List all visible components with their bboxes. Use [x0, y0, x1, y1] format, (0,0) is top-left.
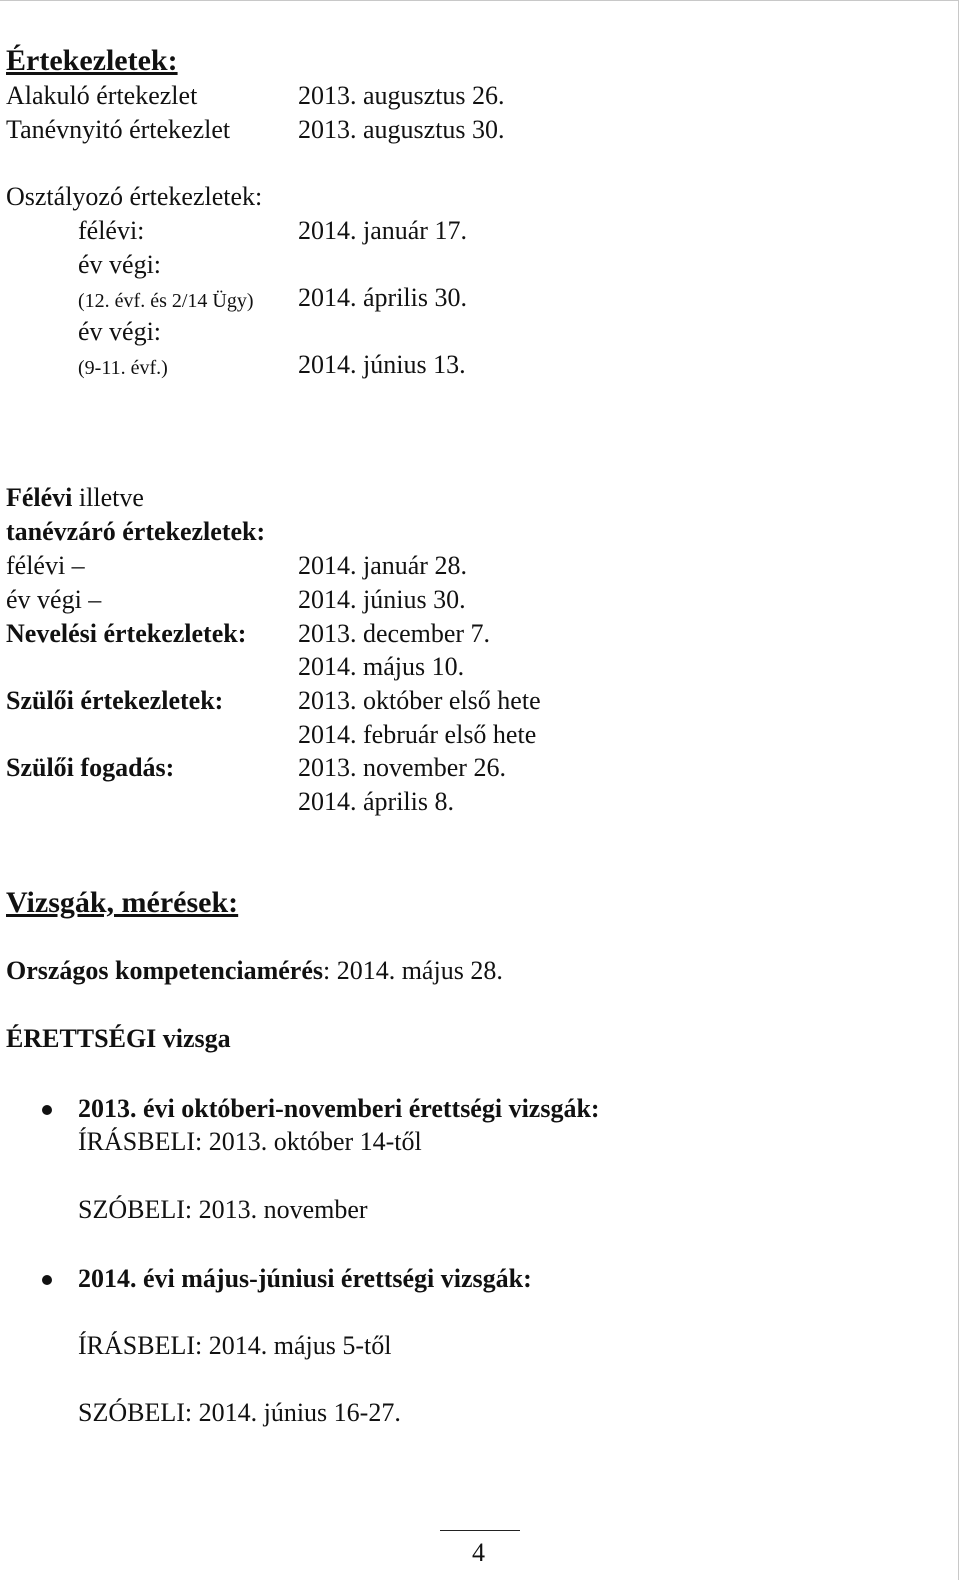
- fogadas-date-1: 2013. november 26.: [298, 753, 506, 782]
- evvegi-dash-date: 2014. június 30.: [298, 585, 466, 614]
- osztalyozo-evvegi1-detail: (12. évf. és 2/14 Ügy): [78, 290, 254, 312]
- erettsegi-2013-head: 2013. évi októberi-novemberi érettségi vizsgák:: [78, 1094, 600, 1123]
- szuloi-date-1: 2013. október első hete: [298, 686, 541, 715]
- osztalyozo-evvegi1-date: 2014. április 30.: [298, 283, 467, 312]
- orszagos-label: Országos kompetenciamérés: [6, 956, 323, 985]
- bullet-icon: [42, 1105, 52, 1115]
- szuloi-label: Szülői értekezletek:: [6, 686, 224, 715]
- felevi-rest: illetve: [72, 483, 144, 512]
- section-title-vizsgak: Vizsgák, mérések:: [6, 886, 239, 919]
- osztalyozo-evvegi2-date: 2014. június 13.: [298, 350, 466, 379]
- alakulo-label: Alakuló értekezlet: [6, 81, 198, 110]
- felevi-tanevzaro-heading: [6, 483, 144, 513]
- erettsegi-2013-szobeli: SZÓBELI: 2013. november: [78, 1195, 368, 1224]
- tanevnyito-date: 2013. augusztus 30.: [298, 115, 505, 144]
- tanevzaro-heading: tanévzáró értekezletek:: [6, 517, 266, 546]
- bullet-icon: [42, 1275, 52, 1285]
- neveles-label: Nevelési értekezletek:: [6, 619, 247, 648]
- orszagos-date: : 2014. május 28.: [322, 956, 503, 985]
- neveles-date-2: 2014. május 10.: [298, 652, 465, 681]
- erettsegi-2013-irasbeli: ÍRÁSBELI: 2013. október 14-től: [78, 1127, 422, 1156]
- erettsegi-2014-szobeli: SZÓBELI: 2014. június 16-27.: [78, 1398, 401, 1427]
- felevi-bold: Félévi: [6, 483, 73, 512]
- page-number: 4: [472, 1538, 485, 1567]
- fogadas-label: Szülői fogadás:: [6, 753, 175, 782]
- erettsegi-title: ÉRETTSÉGI vizsga: [6, 1024, 231, 1053]
- fogadas-date-2: 2014. április 8.: [298, 787, 454, 816]
- osztalyozo-evvegi1-label: év végi:: [78, 250, 162, 279]
- evvegi-dash-label: év végi –: [6, 585, 102, 614]
- erettsegi-2014-head: 2014. évi május-júniusi érettségi vizsgák:: [78, 1264, 532, 1293]
- osztalyozo-felevi-date: 2014. január 17.: [298, 216, 467, 245]
- erettsegi-2014-irasbeli: ÍRÁSBELI: 2014. május 5-től: [78, 1331, 392, 1360]
- felevi-dash-label: félévi –: [6, 551, 85, 580]
- osztalyozo-felevi-label: félévi:: [78, 216, 145, 245]
- alakulo-date: 2013. augusztus 26.: [298, 81, 505, 110]
- osztalyozo-evvegi2-label: év végi:: [78, 317, 162, 346]
- osztalyozo-evvegi2-detail: (9-11. évf.): [78, 357, 168, 379]
- felevi-dash-date: 2014. január 28.: [298, 551, 467, 580]
- osztalyozo-label: Osztályozó értekezletek:: [6, 182, 263, 211]
- neveles-date-1: 2013. december 7.: [298, 619, 491, 648]
- tanevnyito-label: Tanévnyitó értekezlet: [6, 115, 231, 144]
- orszagos-line: [6, 956, 503, 986]
- section-title-ertekezletek: Értekezletek:: [6, 44, 178, 77]
- footer-divider: [440, 1530, 520, 1531]
- szuloi-date-2: 2014. február első hete: [298, 720, 537, 749]
